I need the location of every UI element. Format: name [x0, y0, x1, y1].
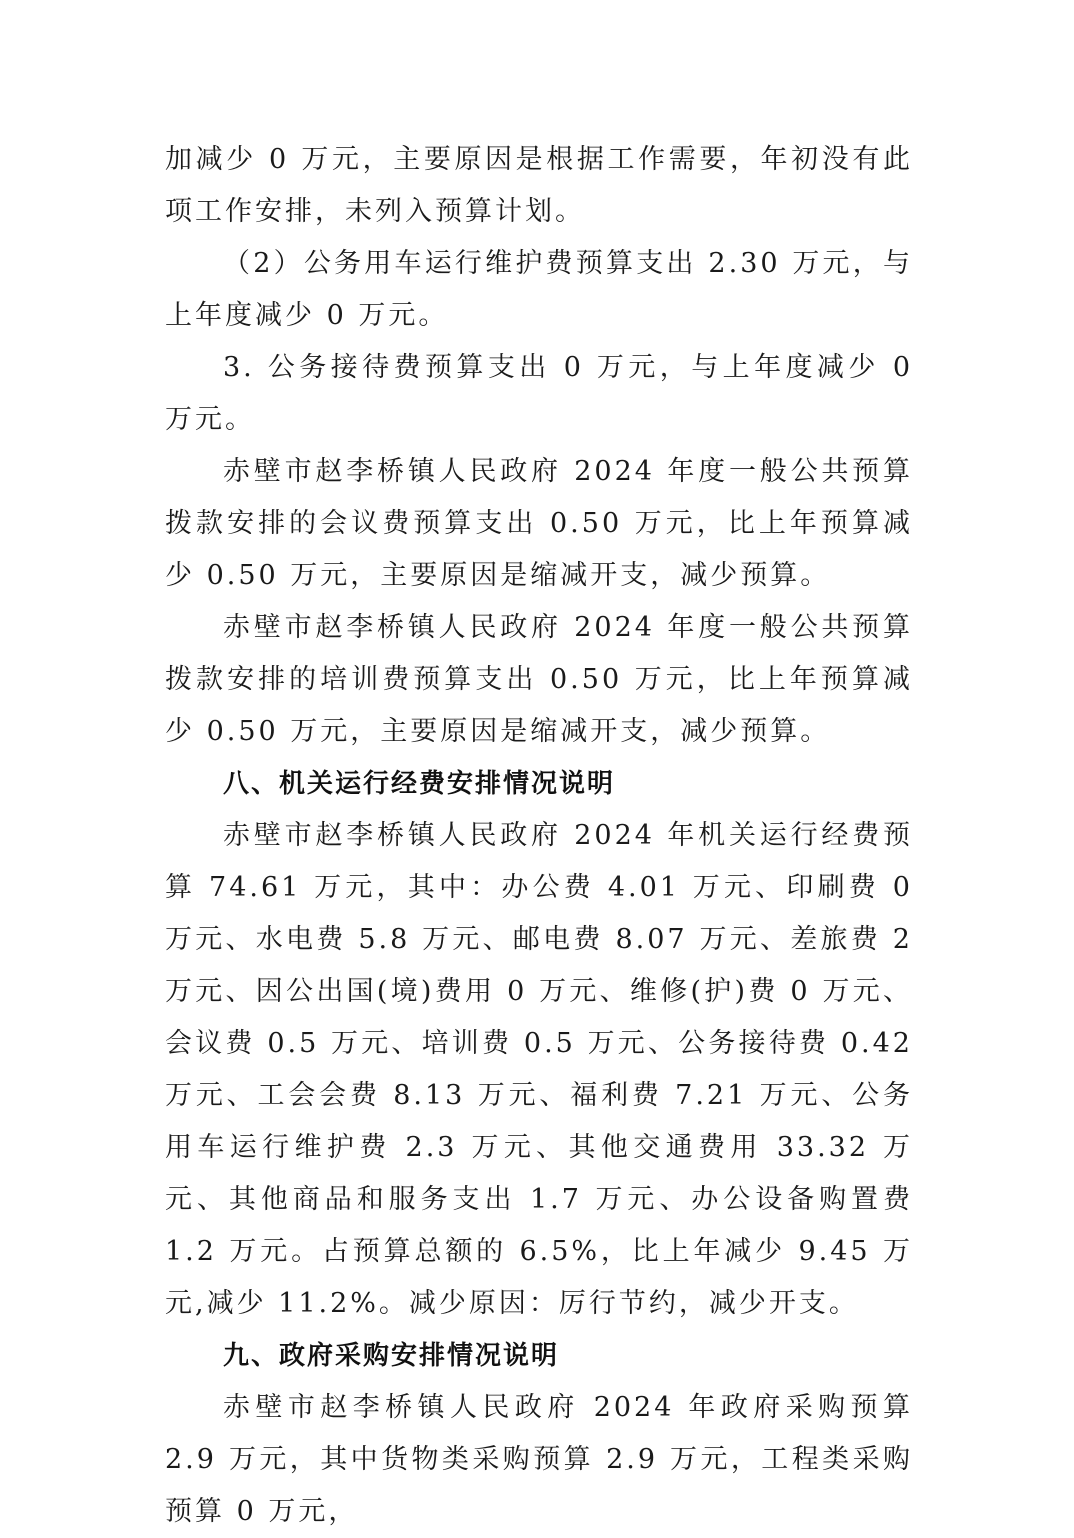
section-heading-operating-funds: 八、机关运行经费安排情况说明 — [223, 769, 616, 799]
paragraph-continuation: 加减少 0 万元，主要原因是根据工作需要，年初没有此项工作安排，未列入预算计划。 — [165, 144, 913, 227]
paragraph-procurement: 赤壁市赵李桥镇人民政府 2024 年政府采购预算 2.9 万元，其中货物类采购预算 2.9 万元，工程类采购预算 0 万元， — [165, 1392, 913, 1527]
paragraph-vehicle-maintenance: （2）公务用车运行维护费预算支出 2.30 万元，与上年度减少 0 万元。 — [165, 248, 913, 331]
document-body — [165, 134, 913, 1538]
section-heading-procurement: 九、政府采购安排情况说明 — [223, 1341, 560, 1371]
paragraph-training-fee: 赤壁市赵李桥镇人民政府 2024 年度一般公共预算拨款安排的培训费预算支出 0.50 万元，比上年预算减少 0.50 万元，主要原因是缩减开支，减少预算。 — [165, 612, 913, 747]
paragraph-meeting-fee: 赤壁市赵李桥镇人民政府 2024 年度一般公共预算拨款安排的会议费预算支出 0.50 万元，比上年预算减少 0.50 万元，主要原因是缩减开支，减少预算。 — [165, 456, 913, 591]
paragraph-reception-fee: 3. 公务接待费预算支出 0 万元，与上年度减少 0 万元。 — [165, 352, 913, 435]
paragraph-operating-funds: 赤壁市赵李桥镇人民政府 2024 年机关运行经费预算 74.61 万元，其中：办公费 4.01 万元、印刷费 0 万元、水电费 5.8 万元、邮电费 8.07 万元、差旅费 2 万元、因公出国(境)费用 0 万元、维修(护)费 0 万元、会议费 0.5 万元、培训费 0.5 万元、公务接待费 0.42 万元、工会会费 8.13 万元、福利费 7.21 万元、公务用车运行维护费 2.3 万元、其他交通费用 33.32 万元、其他商品和服务支出 1.7 万元、办公设备购置费 1.2 万元。占预算总额的 6.5%，比上年减少 9.45 万元,减少 11.2%。减少原因：厉行节约，减少开支。 — [165, 820, 913, 1319]
